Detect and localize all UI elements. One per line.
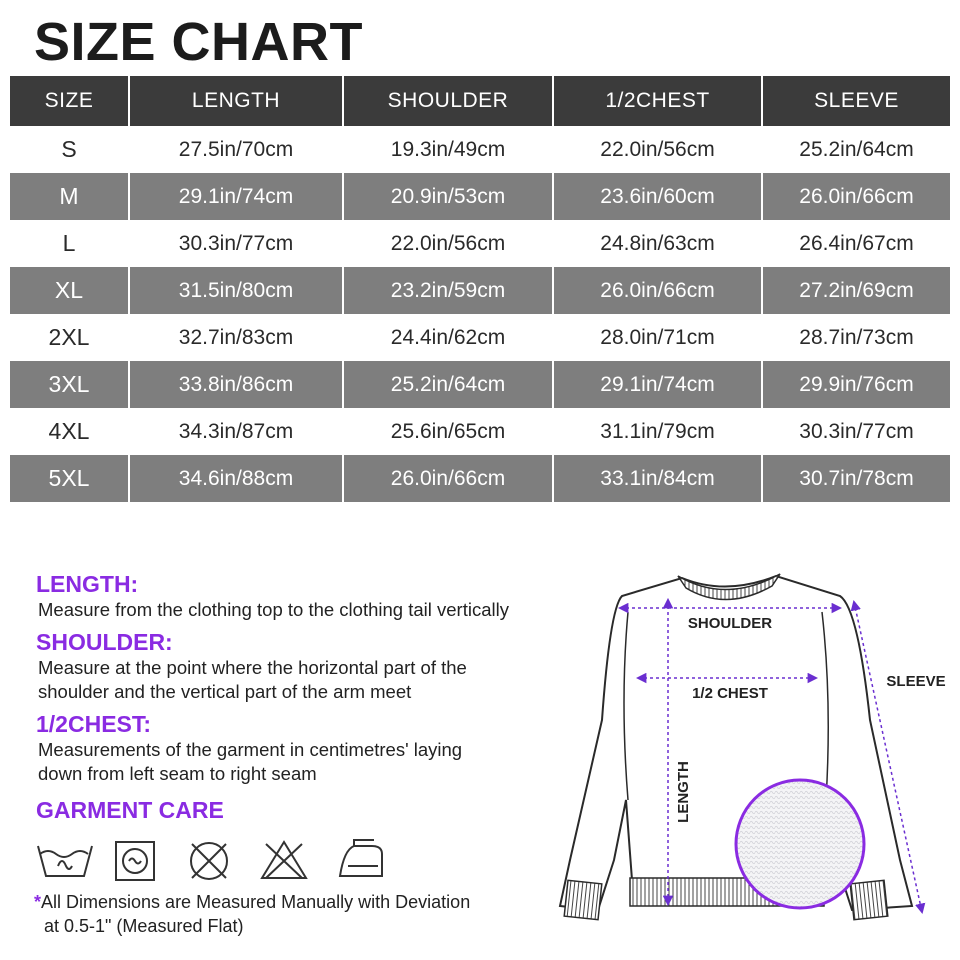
cell-size: 4XL: [10, 408, 129, 455]
note-line1: All Dimensions are Measured Manually with Deviation: [41, 892, 471, 912]
do-not-wring-icon: [191, 843, 227, 879]
cell-size: 2XL: [10, 314, 129, 361]
cell-chest: 26.0in/66cm: [553, 267, 762, 314]
shoulder-label: SHOULDER: [687, 615, 773, 632]
table-row: [10, 314, 950, 361]
size-chart-table: [10, 76, 950, 502]
fabric-swatch: [736, 780, 864, 908]
chest-description-line2: down from left seam to right seam: [38, 763, 317, 784]
chest-heading: 1/2CHEST:: [36, 711, 152, 737]
header-sleeve: SLEEVE: [762, 76, 950, 126]
cell-size: 5XL: [10, 455, 129, 502]
cell-length: 32.7in/83cm: [129, 314, 343, 361]
table-header-row: [10, 76, 950, 126]
length-heading: LENGTH:: [36, 571, 139, 597]
note-asterisk: *: [34, 892, 42, 912]
tumble-dry-icon: [116, 842, 154, 880]
header-chest: 1/2CHEST: [553, 76, 762, 126]
cell-shoulder: 25.2in/64cm: [343, 361, 553, 408]
garment-care-heading: GARMENT CARE: [36, 797, 224, 823]
cell-length: 30.3in/77cm: [129, 220, 343, 267]
sleeve-label: SLEEVE: [886, 673, 946, 690]
cell-size: S: [10, 126, 129, 173]
chest-label: 1/2 CHEST: [692, 685, 768, 702]
table-row: [10, 408, 950, 455]
do-not-bleach-icon: [262, 842, 306, 878]
cell-sleeve: 26.4in/67cm: [799, 231, 914, 255]
table-row: [10, 455, 950, 502]
cell-chest: 29.1in/74cm: [553, 361, 762, 408]
cell-length: 29.1in/74cm: [129, 173, 343, 220]
table-row: [10, 220, 950, 267]
measurement-definitions: [36, 570, 596, 824]
cell-length: 34.3in/87cm: [129, 408, 343, 455]
cell-sleeve: 28.7in/73cm: [799, 325, 914, 349]
hand-wash-icon: [38, 846, 92, 876]
cell-shoulder: 23.2in/59cm: [343, 267, 553, 314]
cell-shoulder: 22.0in/56cm: [343, 220, 553, 267]
cell-shoulder: 20.9in/53cm: [343, 173, 553, 220]
table-row: [10, 361, 950, 408]
note-line2: at 0.5-1" (Measured Flat): [44, 916, 244, 936]
cell-length: 34.6in/88cm: [129, 455, 343, 502]
cell-size: XL: [10, 267, 129, 314]
cell-shoulder: 24.4in/62cm: [343, 314, 553, 361]
cell-length: 31.5in/80cm: [129, 267, 343, 314]
cell-length: 33.8in/86cm: [129, 361, 343, 408]
cell-size: L: [10, 220, 129, 267]
cell-sleeve: 30.7in/78cm: [762, 455, 950, 502]
iron-icon: [340, 840, 382, 876]
cell-sleeve: 30.3in/77cm: [799, 419, 914, 443]
cell-shoulder: 25.6in/65cm: [343, 408, 553, 455]
right-cuff: [850, 880, 888, 919]
cell-shoulder: 19.3in/49cm: [343, 126, 553, 173]
length-description: Measure from the clothing top to the clothing tail vertically: [38, 599, 509, 620]
page-title: SIZE CHART: [34, 12, 363, 72]
header-length: LENGTH: [129, 76, 343, 126]
measurement-note: [34, 890, 574, 938]
cell-sleeve: 27.2in/69cm: [762, 267, 950, 314]
table-row: [10, 173, 950, 220]
table-row: [10, 126, 950, 173]
cell-size: M: [10, 173, 129, 220]
shoulder-heading: SHOULDER:: [36, 629, 173, 655]
cell-length: 27.5in/70cm: [129, 126, 343, 173]
cell-chest: 24.8in/63cm: [553, 220, 762, 267]
shoulder-description-line1: Measure at the point where the horizontal part of the: [38, 657, 467, 678]
cell-sleeve: 25.2in/64cm: [799, 137, 914, 161]
cell-chest: 33.1in/84cm: [553, 455, 762, 502]
chest-description-line1: Measurements of the garment in centimetres' laying: [38, 739, 463, 760]
cell-chest: 22.0in/56cm: [553, 126, 762, 173]
header-shoulder: SHOULDER: [343, 76, 553, 126]
left-cuff: [564, 880, 602, 919]
care-icons-row: [36, 836, 396, 886]
cell-size: 3XL: [10, 361, 129, 408]
length-label: LENGTH: [675, 761, 692, 823]
cell-shoulder: 26.0in/66cm: [343, 455, 553, 502]
header-size: SIZE: [10, 76, 129, 126]
cell-sleeve: 29.9in/76cm: [762, 361, 950, 408]
table-row: [10, 267, 950, 314]
sweatshirt-diagram: [540, 560, 960, 950]
cell-chest: 28.0in/71cm: [553, 314, 762, 361]
cell-chest: 31.1in/79cm: [553, 408, 762, 455]
cell-chest: 23.6in/60cm: [553, 173, 762, 220]
cell-sleeve: 26.0in/66cm: [762, 173, 950, 220]
shoulder-description-line2: shoulder and the vertical part of the arm meet: [38, 681, 412, 702]
